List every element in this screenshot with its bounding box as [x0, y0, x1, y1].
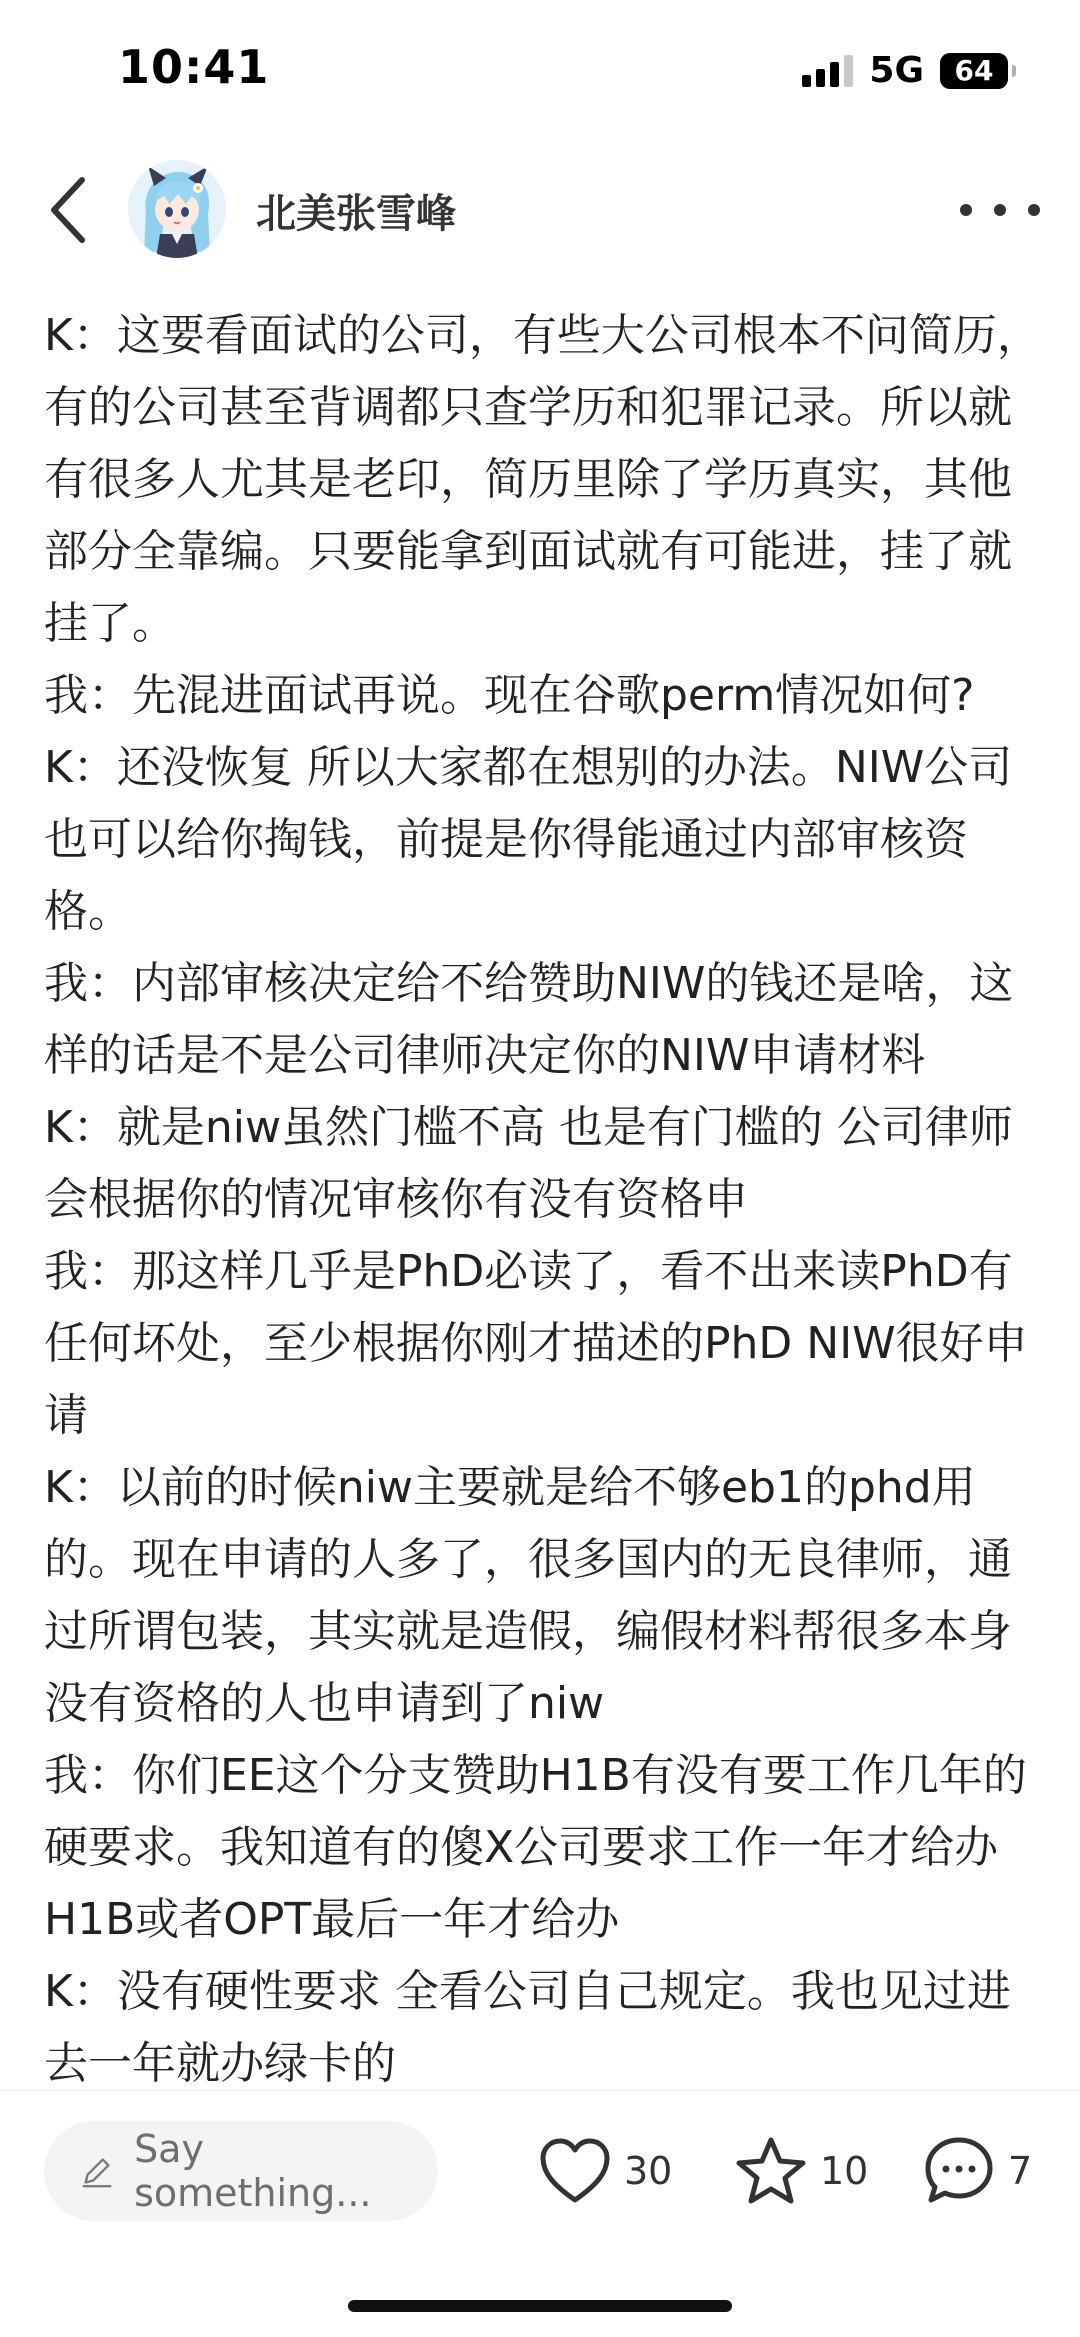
author-name[interactable]: 北美张雪峰: [256, 191, 456, 237]
chevron-left-icon: [38, 172, 98, 248]
star-icon: [734, 2135, 808, 2207]
heart-icon: [538, 2136, 612, 2206]
post-paragraph: K：以前的时候niw主要就是给不够eb1的phd用的。现在申请的人多了，很多国内的无良律师，通过所谓包装，其实就是造假，编假材料帮很多本身没有资格的人也申请到了niw: [44, 1462, 1012, 1729]
comment-bubble-icon: [922, 2134, 996, 2208]
comment-count: 7: [1008, 2149, 1033, 2193]
collect-button[interactable]: [734, 2129, 868, 2213]
avatar[interactable]: [128, 160, 226, 258]
comment-button[interactable]: [922, 2129, 1032, 2213]
like-count: 30: [624, 2149, 673, 2193]
comment-placeholder: Say something...: [134, 2127, 372, 2215]
home-indicator[interactable]: [348, 2300, 732, 2312]
battery-level: 64: [954, 54, 994, 87]
comment-input[interactable]: [44, 2121, 438, 2221]
collect-count: 10: [820, 2149, 869, 2193]
post-paragraph: K：就是niw虽然门槛不高 也是有门槛的 公司律师会根据你的情况审核你有没有资格申: [44, 1102, 1013, 1225]
back-button[interactable]: [38, 172, 98, 248]
status-bar: [0, 0, 1080, 140]
status-time: 10:41: [118, 40, 270, 94]
network-type: 5G: [869, 50, 924, 91]
status-indicators: [802, 50, 1008, 91]
battery-icon: [940, 53, 1008, 89]
post-paragraph: 我：先混进面试再说。现在谷歌perm情况如何?: [44, 670, 975, 721]
more-horizontal-icon: [960, 204, 972, 216]
signal-icon: [802, 55, 853, 87]
post-paragraph: 我：那这样几乎是PhD必读了，看不出来读PhD有任何坏处，至少根据你刚才描述的PhD NIW很好申请: [44, 1246, 1028, 1441]
pen-icon: [78, 2151, 116, 2191]
post-header: [0, 150, 1080, 270]
post-paragraph: 我：内部审核决定给不给赞助NIW的钱还是啥，这样的话是不是公司律师决定你的NIW申请材料: [44, 958, 1014, 1081]
bottom-action-bar: [0, 2090, 1080, 2251]
post-paragraph: K：还没恢复 所以大家都在想别的办法。NIW公司也可以给你掏钱，前提是你得能通过内部审核资格。: [44, 742, 1013, 937]
post-paragraph: K：没有硬性要求 全看公司自己规定。我也见过进去一年就办绿卡的: [44, 1966, 1011, 2089]
post-paragraph: K：这要看面试的公司，有些大公司根本不问简历，有的公司甚至背调都只查学历和犯罪记录。所以就有很多人尤其是老印，简历里除了学历真实，其他部分全靠编。只要能拿到面试就有可能进，挂了就挂了。: [44, 310, 1041, 649]
post-content: [44, 300, 1044, 2100]
post-paragraph: 我：你们EE这个分支赞助H1B有没有要工作几年的硬要求。我知道有的傻X公司要求工作一年才给办H1B或者OPT最后一年才给办: [44, 1750, 1027, 1945]
avatar-image: [128, 160, 226, 258]
like-button[interactable]: [538, 2129, 672, 2213]
more-options-button[interactable]: [960, 190, 1040, 230]
